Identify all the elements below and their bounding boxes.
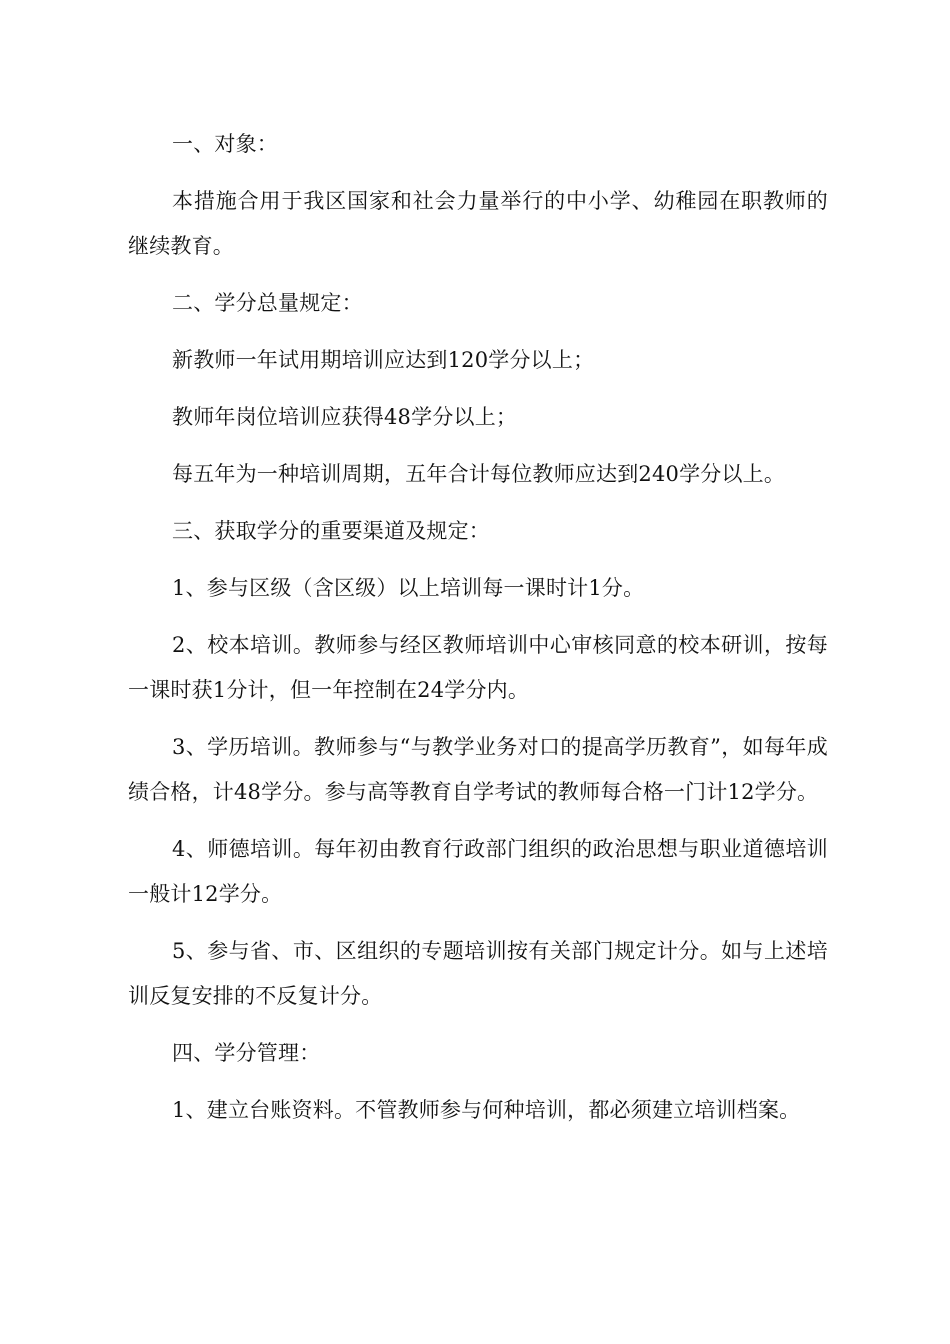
paragraph-channel-2: 2、校本培训。教师参与经区教师培训中心审核同意的校本研训，按每一课时获1分计，但一年控制在24学分内。 <box>128 633 828 702</box>
paragraph-channel-1: 1、参与区级（含区级）以上培训每一课时计1分。 <box>172 576 645 600</box>
paragraph-scope: 本措施合用于我区国家和社会力量举行的中小学、幼稚园在职教师的继续教育。 <box>128 189 828 258</box>
heading-objects: 一、对象： <box>172 132 278 156</box>
heading-credit-management: 四、学分管理： <box>172 1041 321 1065</box>
paragraph-channel-4: 4、师德培训。每年初由教育行政部门组织的政治思想与职业道德培训一般计12学分。 <box>128 837 828 906</box>
paragraph-management-1: 1、建立台账资料。不管教师参与何种培训，都必须建立培训档案。 <box>172 1098 801 1122</box>
paragraph-channel-5: 5、参与省、市、区组织的专题培训按有关部门规定计分。如与上述培训反复安排的不反复计分。 <box>128 939 828 1008</box>
paragraph-new-teacher-credits: 新教师一年试用期培训应达到120学分以上； <box>172 348 595 372</box>
document-body <box>128 122 828 1145</box>
paragraph-five-year-credits: 每五年为一种培训周期，五年合计每位教师应达到240学分以上。 <box>172 462 786 486</box>
heading-credit-channels: 三、获取学分的重要渠道及规定： <box>172 519 490 543</box>
paragraph-channel-3: 3、学历培训。教师参与“与教学业务对口的提高学历教育”，如每年成绩合格，计48学分。参与高等教育自学考试的教师每合格一门计12学分。 <box>128 735 828 804</box>
paragraph-annual-credits: 教师年岗位培训应获得48学分以上； <box>172 405 518 429</box>
heading-credit-total: 二、学分总量规定： <box>172 291 363 315</box>
